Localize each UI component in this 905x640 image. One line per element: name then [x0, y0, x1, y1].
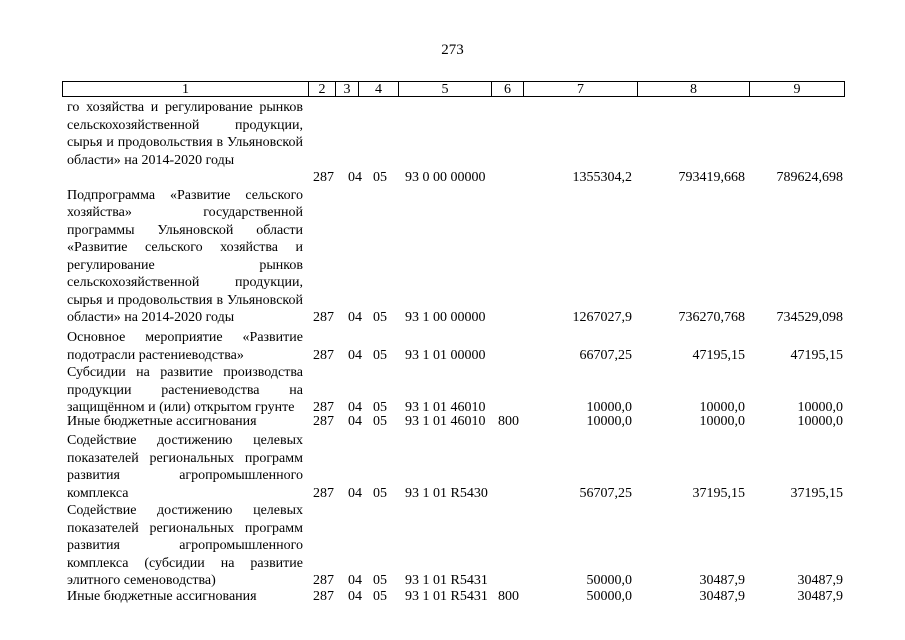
header-col-3: 3 [335, 81, 359, 97]
row-code-2: 287 [313, 414, 334, 429]
row-value-7: 1267027,9 [572, 310, 632, 325]
row-code-2: 287 [313, 347, 334, 363]
header-col-1: 1 [62, 81, 309, 97]
row-value-7: 50000,0 [586, 589, 632, 604]
row-code-4: 05 [373, 485, 387, 501]
row-code-6: 800 [498, 589, 519, 604]
row-code-4: 05 [373, 414, 387, 429]
row-code-4: 05 [373, 573, 387, 588]
row-code-2: 287 [313, 310, 334, 325]
row-value-8: 30487,9 [699, 573, 745, 588]
row-code-5: 93 1 01 R5430 [405, 485, 488, 501]
row-code-2: 287 [313, 589, 334, 604]
row-code-4: 05 [373, 347, 387, 363]
header-col-4: 4 [358, 81, 399, 97]
row-value-9: 30487,9 [797, 573, 843, 588]
row-name: Содействие достижению целевых показателей региональных программ развития агропромышленного комплекса [67, 433, 303, 501]
row-value-8: 793419,668 [678, 170, 745, 185]
header-col-6: 6 [491, 81, 524, 97]
row-value-9: 734529,098 [776, 310, 843, 325]
page-number: 273 [441, 42, 464, 58]
row-value-8: 47195,15 [692, 347, 745, 363]
row-code-2: 287 [313, 170, 334, 185]
row-code-3: 04 [348, 170, 362, 185]
header-col-5: 5 [398, 81, 492, 97]
row-code-3: 04 [348, 310, 362, 325]
row-value-8: 10000,0 [699, 414, 745, 429]
header-col-2: 2 [308, 81, 336, 97]
row-code-2: 287 [313, 400, 334, 415]
row-code-5: 93 1 01 00000 [405, 347, 486, 363]
row-name: Подпрограмма «Развитие сельского хозяйства» государственной программы Ульяновской области «Развитие сельского хозяйства и регулирование рынков сельскохозяйственной продукции, сырья и продовольствия в Ульяновской области» на 2014-2020 годы [67, 187, 303, 325]
row-value-7: 50000,0 [586, 573, 632, 588]
row-code-3: 04 [348, 589, 362, 604]
row-code-3: 04 [348, 485, 362, 501]
row-name: Иные бюджетные ассигнования [67, 589, 257, 604]
row-value-7: 1355304,2 [572, 170, 632, 185]
row-value-9: 10000,0 [797, 414, 843, 429]
row-code-4: 05 [373, 400, 387, 415]
row-code-3: 04 [348, 573, 362, 588]
row-value-8: 10000,0 [699, 400, 745, 415]
row-value-8: 30487,9 [699, 589, 745, 604]
header-col-9: 9 [749, 81, 845, 97]
row-value-7: 66707,25 [579, 347, 632, 363]
row-code-5: 93 1 01 46010 [405, 414, 486, 429]
row-name: Основное мероприятие «Развитие подотрасли растениеводства» [67, 330, 303, 363]
row-code-3: 04 [348, 347, 362, 363]
row-value-8: 37195,15 [692, 485, 745, 501]
row-code-4: 05 [373, 589, 387, 604]
row-value-9: 30487,9 [797, 589, 843, 604]
row-code-2: 287 [313, 573, 334, 588]
row-code-3: 04 [348, 400, 362, 415]
row-code-6: 800 [498, 414, 519, 429]
row-value-9: 10000,0 [797, 400, 843, 415]
row-value-7: 10000,0 [586, 414, 632, 429]
row-code-4: 05 [373, 310, 387, 325]
row-code-5: 93 1 01 R5431 [405, 589, 488, 604]
header-col-7: 7 [523, 81, 638, 97]
header-col-8: 8 [637, 81, 750, 97]
row-name: го хозяйства и регулирование рынков сельскохозяйственной продукции, сырья и продовольствия в Ульяновской области» на 2014-2020 годы [67, 100, 303, 168]
row-name: Иные бюджетные ассигнования [67, 414, 257, 429]
row-value-7: 56707,25 [579, 485, 632, 501]
row-code-3: 04 [348, 414, 362, 429]
row-code-5: 93 1 01 46010 [405, 400, 486, 415]
row-value-9: 789624,698 [776, 170, 843, 185]
row-value-7: 10000,0 [586, 400, 632, 415]
row-code-5: 93 1 01 R5431 [405, 573, 488, 588]
row-value-9: 37195,15 [790, 485, 843, 501]
row-value-8: 736270,768 [678, 310, 745, 325]
row-code-4: 05 [373, 170, 387, 185]
row-value-9: 47195,15 [790, 347, 843, 363]
row-name: Субсидии на развитие производства продукции растениеводства на защищённом и (или) открытом грунте [67, 365, 303, 415]
row-code-2: 287 [313, 485, 334, 501]
row-code-5: 93 1 00 00000 [405, 310, 486, 325]
row-code-5: 93 0 00 00000 [405, 170, 486, 185]
row-name: Содействие достижению целевых показателей региональных программ развития агропромышленного комплекса (субсидии на развитие элитного семеноводства) [67, 503, 303, 588]
